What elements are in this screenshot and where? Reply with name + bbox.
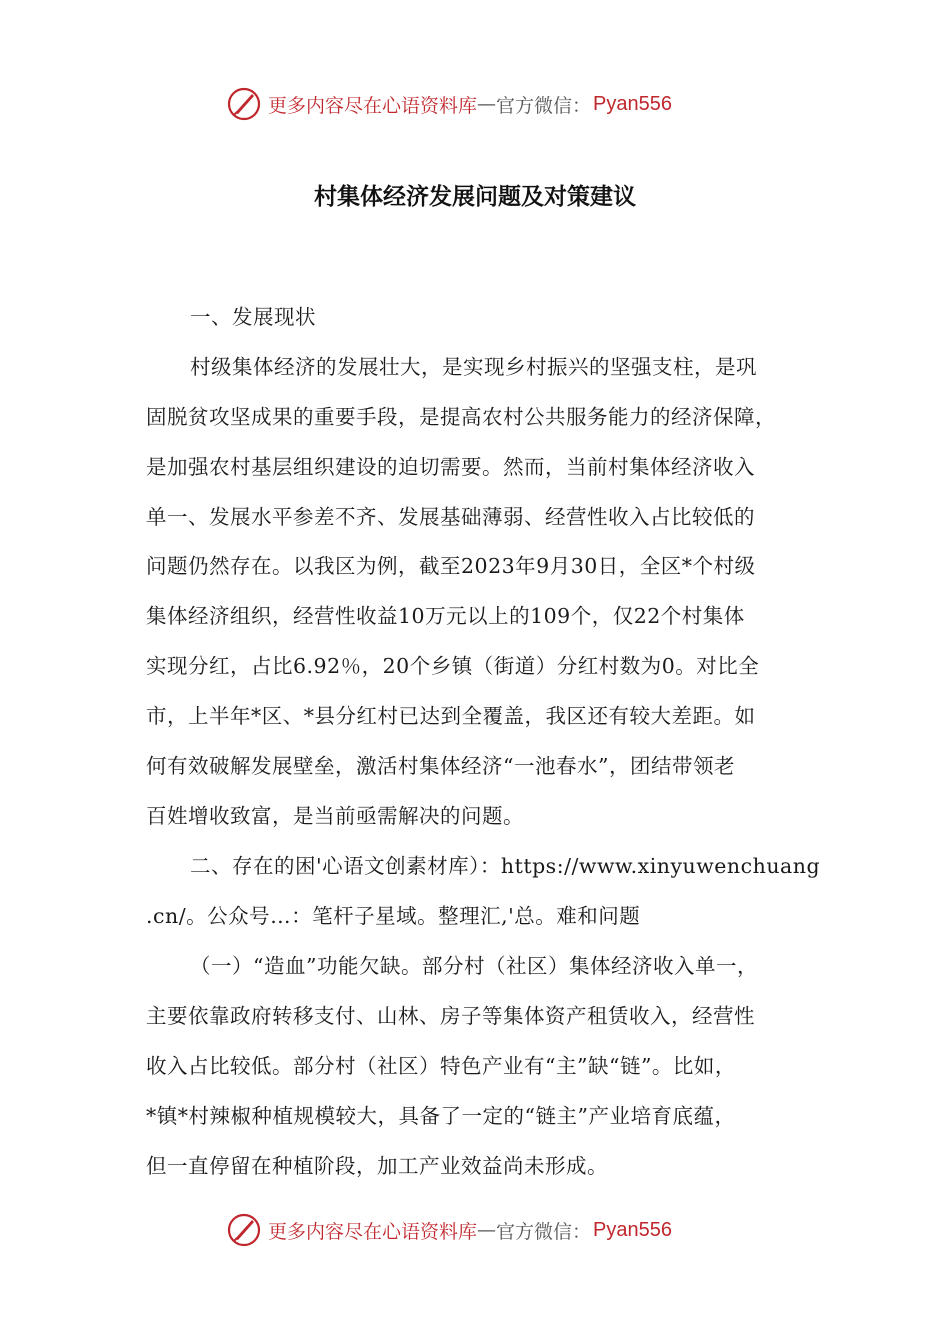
paragraph-line: 单一、发展水平参差不齐、发展基础薄弱、经营性收入占比较低的 bbox=[146, 505, 755, 529]
paragraph-line: 市，上半年*区、*县分红村已达到全覆盖，我区还有较大差距。如 bbox=[146, 704, 756, 728]
paragraph-line: 何有效破解发展壁垒，激活村集体经济“一池春水”，团结带领老 bbox=[146, 754, 735, 778]
banner-wechat-label: 官方微信： bbox=[496, 1220, 592, 1243]
paragraph-line: 集体经济组织，经营性收益10万元以上的109个，仅22个村集体 bbox=[146, 604, 745, 628]
banner-text: 更多内容尽在心语资料库 bbox=[268, 94, 478, 117]
paragraph-line: 但一直停留在种植阶段，加工产业效益尚未形成。 bbox=[146, 1154, 608, 1178]
paragraph-line: 村级集体经济的发展壮大，是实现乡村振兴的坚强支柱，是巩 bbox=[190, 355, 757, 379]
banner-wechat-id: Pyan556 bbox=[593, 92, 672, 115]
footer-watermark-banner bbox=[226, 1210, 672, 1250]
paragraph-line: 是加强农村基层组织建设的迫切需要。然而，当前村集体经济收入 bbox=[146, 455, 755, 479]
banner-wechat-id: Pyan556 bbox=[593, 1218, 672, 1241]
section-heading: 二、存在的困'心语文创素材库）：https://www.xinyuwenchuang bbox=[190, 854, 821, 878]
document-title: 村集体经济发展问题及对策建议 bbox=[314, 184, 636, 210]
paragraph-line: 主要依靠政府转移支付、山林、房子等集体资产租赁收入，经营性 bbox=[146, 1004, 755, 1028]
paragraph-line: 实现分红，占比6.92％，20个乡镇（街道）分红村数为0。对比全 bbox=[146, 654, 760, 678]
banner-dash: — bbox=[477, 1219, 497, 1241]
paragraph-line: 固脱贫攻坚成果的重要手段，是提高农村公共服务能力的经济保障， bbox=[146, 405, 776, 429]
paragraph-line: .cn/。公众号…：笔杆子星域。整理汇,'总。难和问题 bbox=[146, 904, 641, 928]
subsection-line: （一）“造血”功能欠缺。部分村（社区）集体经济收入单一， bbox=[190, 954, 758, 978]
paragraph-line: *镇*村辣椒种植规模较大，具备了一定的“链主”产业培育底蕴， bbox=[146, 1104, 736, 1128]
banner-wechat-label: 官方微信： bbox=[496, 94, 592, 117]
paragraph-line: 问题仍然存在。以我区为例，截至2023年9月30日，全区*个村级 bbox=[146, 554, 756, 578]
header-watermark-banner bbox=[226, 84, 672, 124]
paragraph-line: 收入占比较低。部分村（社区）特色产业有“主”缺“链”。比如， bbox=[146, 1054, 736, 1078]
quill-logo-icon bbox=[226, 1212, 262, 1248]
quill-logo-icon bbox=[226, 86, 262, 122]
banner-dash: — bbox=[477, 93, 497, 115]
paragraph-line: 百姓增收致富，是当前亟需解决的问题。 bbox=[146, 804, 524, 828]
banner-text: 更多内容尽在心语资料库 bbox=[268, 1220, 478, 1243]
section-heading: 一、发展现状 bbox=[190, 305, 316, 329]
